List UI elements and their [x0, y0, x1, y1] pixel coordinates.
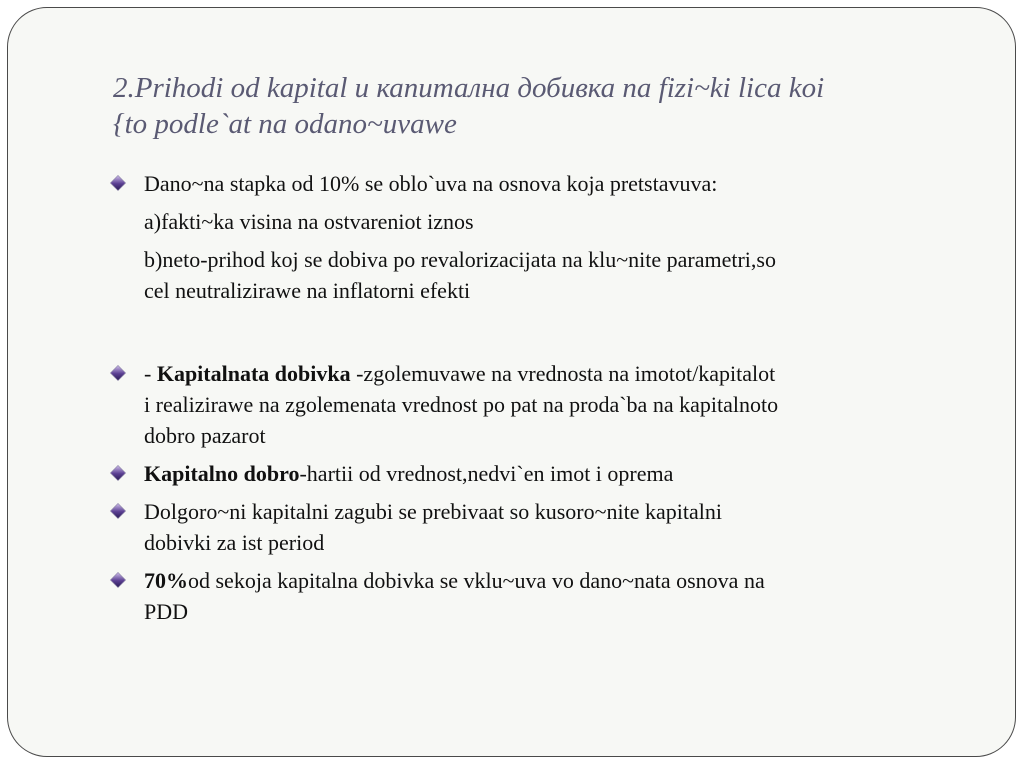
bullet-text-line-1: -zgolemuvawe na vrednosta na imotot/kapitalot: [350, 361, 776, 386]
bullet-seventy-percent: [110, 565, 980, 627]
bullet-bold-term: Kapitalnata dobivka: [156, 361, 351, 386]
bullet-long-term-losses: [110, 496, 980, 558]
bullet-text-line-1: od sekoja kapitalna dobivka se vklu~uva vo dano~nata osnova na: [188, 568, 765, 593]
bullet-capital-gain: [110, 358, 980, 451]
bullet-text-line-1: Dolgoro~ni kapitalni zagubi se prebivaat so kusoro~nite kapitalni: [144, 499, 722, 524]
bullet-text-line-2: PDD: [144, 599, 189, 624]
bullet-bold-term: 70%: [144, 568, 188, 593]
bullet-text: Dano~na stapka od 10% se oblo`uva na osnova koja pretstavuva:: [144, 171, 718, 196]
bullet-text: -hartii od vrednost,nedvi`en imot i oprema: [299, 461, 674, 486]
bullet-bold-term: Kapitalno dobro: [144, 461, 300, 486]
bullet-text-line-3: dobro pazarot: [144, 423, 266, 448]
bullet-text-line-2: dobivki za ist period: [144, 530, 325, 555]
slide-body: [110, 168, 980, 627]
diamond-bullet-icon: [111, 176, 125, 190]
bullet-text-line-2: i realizirawe na zgolemenata vrednost po pat na proda`ba na kapitalnoto: [144, 392, 779, 417]
slide-title: [113, 70, 993, 142]
sub-item-a: [110, 206, 980, 237]
diamond-bullet-icon: [111, 504, 125, 518]
diamond-bullet-icon: [111, 366, 125, 380]
sub-item-a-text: a)fakti~ka visina na ostvareniot iznos: [144, 209, 474, 234]
diamond-bullet-icon: [111, 466, 125, 480]
sub-item-b-line-2: cel neutralizirawe na inflatorni efekti: [144, 278, 471, 303]
title-line-1: 2.Prihodi od kapital и капитална добивка na fizi~ki lica koi: [113, 72, 825, 104]
sub-item-b-line-1: b)neto-prihod koj se dobiva po revalorizacijata na klu~nite parametri,so: [144, 247, 776, 272]
sub-item-b: [110, 244, 980, 306]
bullet-capital-asset: [110, 458, 980, 489]
bullet-prefix: -: [144, 361, 157, 386]
bullet-tax-rate: [110, 168, 980, 199]
title-line-2: {to podle`at na odano~uvawe: [113, 108, 457, 140]
diamond-bullet-icon: [111, 573, 125, 587]
